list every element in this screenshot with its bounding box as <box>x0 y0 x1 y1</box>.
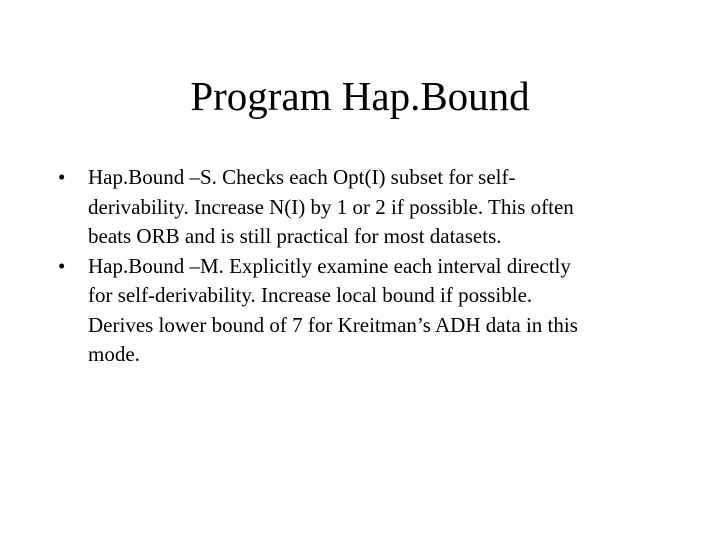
bullet-text-line: beats ORB and is still practical for most datasets. <box>88 224 502 248</box>
bullet-icon: • <box>58 165 66 189</box>
bullet-text-line: Hap.Bound –M. Explicitly examine each interval directly <box>88 253 571 278</box>
bullet-list <box>58 163 658 370</box>
bullet-item-hapbound-s <box>58 163 658 252</box>
bullet-icon: • <box>58 253 66 278</box>
bullet-text-line: Derives lower bound of 7 for Kreitman’s ADH data in this <box>88 312 578 337</box>
bullet-text-line: derivability. Increase N(I) by 1 or 2 if possible. This often <box>88 194 574 219</box>
bullet-text-line: Hap.Bound –S. Checks each Opt(I) subset for self- <box>88 165 516 189</box>
slide-title: Program Hap.Bound <box>190 73 530 119</box>
bullet-text-line: for self-derivability. Increase local bound if possible. <box>88 283 533 307</box>
bullet-item-hapbound-m <box>58 252 658 370</box>
bullet-text-line: mode. <box>88 342 140 366</box>
